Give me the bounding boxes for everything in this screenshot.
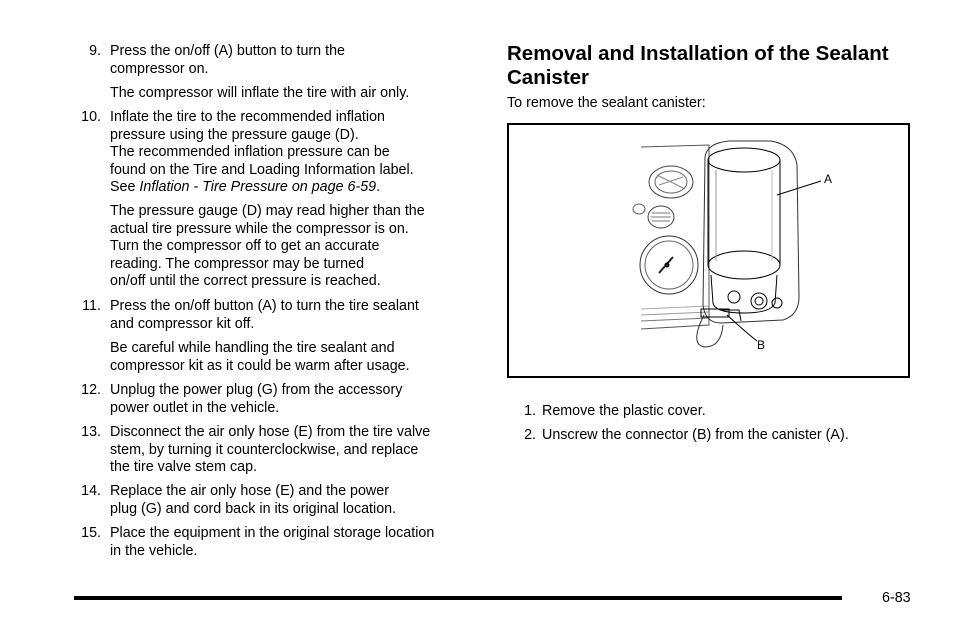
right-step-1 bbox=[507, 403, 706, 421]
heading-line: Removal and Installation of the Sealant bbox=[507, 42, 889, 65]
step-text bbox=[110, 424, 482, 477]
step-text: Remove the plastic cover. bbox=[542, 403, 706, 419]
step-text bbox=[110, 382, 482, 417]
step-number: 12. bbox=[81, 382, 101, 398]
step-text bbox=[110, 43, 482, 78]
note-paragraph bbox=[110, 340, 482, 375]
step-text bbox=[110, 298, 482, 333]
see-reference-line bbox=[110, 179, 482, 197]
text-line: actual tire pressure while the compressor is on. bbox=[110, 220, 409, 237]
text-line: compressor kit as it could be warm after usage. bbox=[110, 357, 410, 374]
step-text bbox=[110, 525, 482, 560]
heading-line: Canister bbox=[507, 65, 590, 89]
text-line: power outlet in the vehicle. bbox=[110, 399, 280, 416]
text-line: found on the Tire and Loading Information label. bbox=[110, 161, 414, 178]
step-text bbox=[110, 483, 482, 518]
text-line: plug (G) and cord back in its original location. bbox=[110, 500, 397, 517]
text-line: Press the on/off button (A) to turn the tire sealant bbox=[110, 298, 419, 314]
text-line: reading. The compressor may be turned bbox=[110, 255, 365, 272]
step-number: 14. bbox=[81, 483, 101, 499]
note-paragraph bbox=[110, 203, 482, 291]
text-line: Turn the compressor off to get an accurate bbox=[110, 238, 380, 255]
text-line: Disconnect the air only hose (E) from the tire valve bbox=[110, 424, 431, 440]
text-line: Inflate the tire to the recommended inflation bbox=[110, 109, 385, 125]
text-line: on/off until the correct pressure is reached. bbox=[110, 273, 381, 290]
text-line: Replace the air only hose (E) and the power bbox=[110, 483, 389, 499]
text-line: compressor on. bbox=[110, 60, 209, 77]
text-line: the tire valve stem cap. bbox=[110, 459, 258, 476]
cross-reference-link[interactable]: Inflation - Tire Pressure on page 6-59 bbox=[139, 179, 377, 196]
see-prefix: See bbox=[110, 179, 140, 196]
step-number: 9. bbox=[89, 43, 101, 59]
text-line: in the vehicle. bbox=[110, 542, 198, 559]
step-text bbox=[110, 109, 482, 197]
step-number: 1. bbox=[524, 403, 536, 419]
text-line: stem, by turning it counterclockwise, and replace bbox=[110, 441, 419, 458]
see-suffix: . bbox=[376, 179, 381, 196]
step-number: 10. bbox=[81, 109, 101, 125]
step-number: 15. bbox=[81, 525, 101, 541]
note-paragraph bbox=[110, 85, 482, 103]
canister-illustration bbox=[507, 123, 910, 378]
page-number: 6-83 bbox=[882, 590, 911, 606]
callout-label-a: A bbox=[824, 172, 833, 186]
intro-text: To remove the sealant canister: bbox=[507, 95, 706, 111]
text-line: The recommended inflation pressure can be bbox=[110, 144, 390, 161]
callout-label-b: B bbox=[757, 338, 766, 352]
step-number: 11. bbox=[82, 298, 101, 314]
text-line: Place the equipment in the original storage location bbox=[110, 525, 435, 541]
text-line: Press the on/off (A) button to turn the bbox=[110, 43, 345, 59]
text-line: and compressor kit off. bbox=[110, 315, 255, 332]
step-text: Unscrew the connector (B) from the canister (A). bbox=[542, 427, 849, 443]
text-line: Unplug the power plug (G) from the accessory bbox=[110, 382, 403, 398]
text-line: The compressor will inflate the tire with air only. bbox=[110, 85, 410, 101]
canister-drawing bbox=[509, 125, 912, 380]
step-number: 13. bbox=[81, 424, 101, 440]
text-line: pressure using the pressure gauge (D). bbox=[110, 126, 359, 143]
text-line: Be careful while handling the tire sealant and bbox=[110, 340, 395, 356]
step-number: 2. bbox=[524, 427, 536, 443]
footer-rule bbox=[74, 596, 842, 600]
section-heading bbox=[507, 42, 889, 89]
text-line: The pressure gauge (D) may read higher than the bbox=[110, 203, 425, 219]
right-step-2 bbox=[507, 427, 849, 445]
